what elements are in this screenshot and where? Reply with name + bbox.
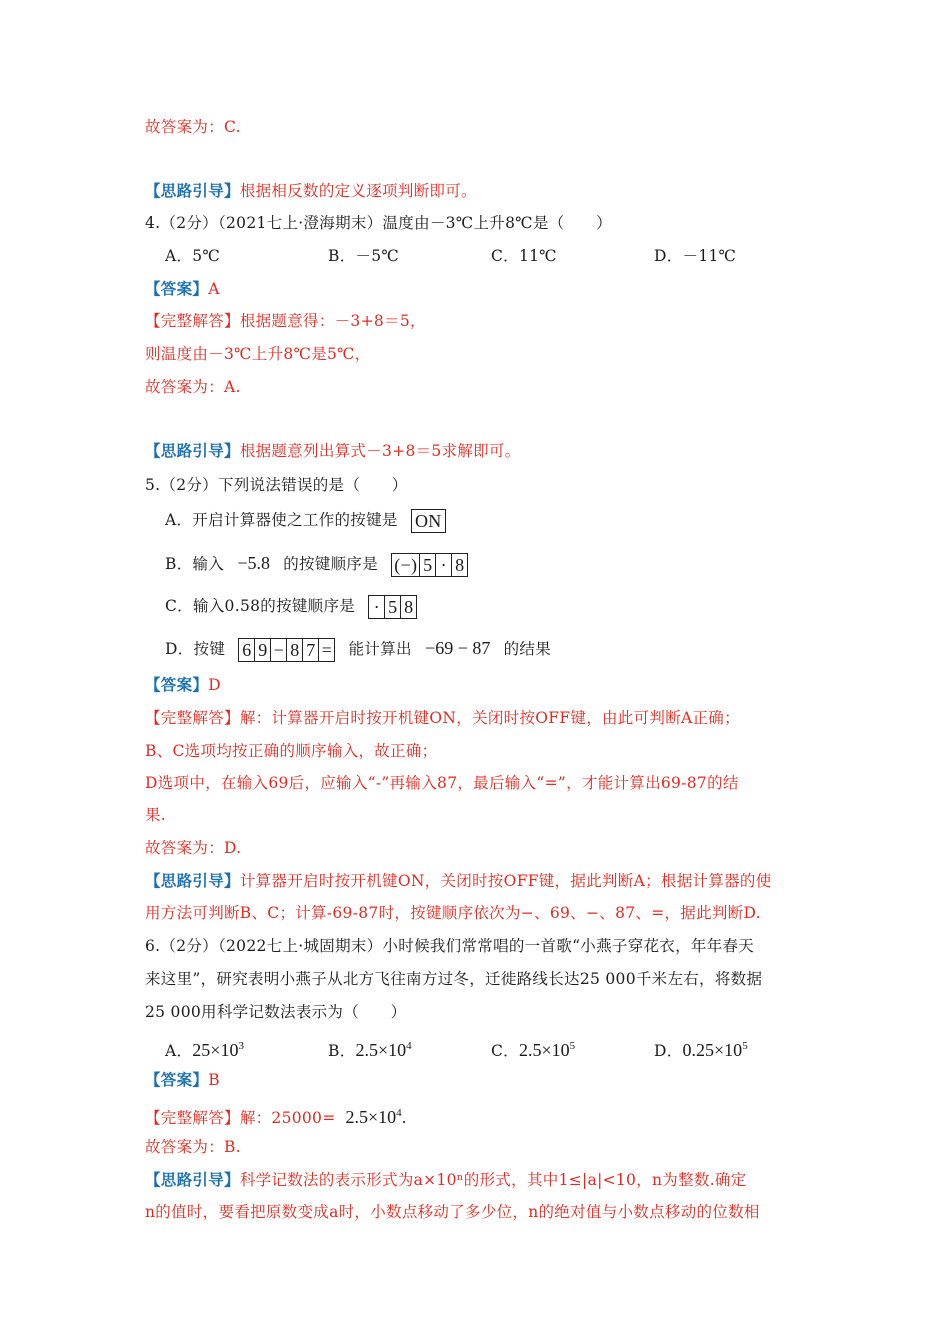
calculator-key: · (435, 553, 452, 577)
option-d (165, 637, 551, 662)
math-base: 2.5×10 (355, 1040, 407, 1060)
answer-tag: 【答案】 (145, 675, 209, 694)
solution-text: 根据题意得：－3+8＝5， (239, 312, 426, 330)
key-sequence (411, 509, 446, 533)
question-6-stem: 6.（2分）（2022七上·城固期末）小时候我们常常唱的一首歌“小燕子穿花衣，年年春天 (145, 937, 755, 955)
math-expression (683, 1040, 748, 1060)
answer-line (145, 1069, 220, 1091)
calculator-key: 6 (238, 638, 255, 662)
question-5-stem: 5.（2分）下列说法错误的是（ ） (145, 476, 408, 494)
hint-text: 计算器开启时按开机键ON，关闭时按OFF键，据此判断A；根据计算器的使 (239, 872, 772, 890)
hint-text: 根据题意列出算式－3+8＝5求解即可。 (239, 442, 521, 460)
math-exponent: 3 (238, 1040, 244, 1052)
option-c-text: C．输入0.58的按键顺序是 (165, 597, 356, 615)
option-d-text: 的结果 (503, 640, 551, 658)
question-6-stem: 来这里”，研究表明小燕子从北方飞往南方过冬，迁徙路线长达25 000千米左右，将数据 (145, 970, 763, 988)
solution-tag: 【完整解答】 (145, 1109, 240, 1127)
answer-line (145, 674, 221, 696)
hint-text: 科学记数法的表示形式为a×10ⁿ的形式，其中1≤|a|<10，n为整数.确定 (239, 1171, 747, 1189)
calculator-key: · (368, 595, 385, 619)
solution-tag: 【完整解答】 (145, 312, 240, 330)
solution-tag: 【完整解答】 (145, 709, 240, 727)
math-exponent: 4 (396, 1107, 402, 1119)
math-expression (519, 1040, 575, 1060)
calculator-key: 8 (451, 553, 468, 577)
math-exponent: 5 (569, 1040, 576, 1052)
calculator-key: 5 (419, 553, 436, 577)
hint-tag: 【思路引导】 (145, 441, 240, 460)
calculator-key: (−) (391, 553, 420, 577)
hint-paragraph (145, 1169, 747, 1191)
math-expression: −69 − 87 (425, 638, 491, 658)
answer-conclusion: 故答案为：C. (145, 118, 241, 136)
option-d (654, 1035, 748, 1062)
option-b-text: 的按键顺序是 (283, 555, 379, 573)
answer-value: A (208, 280, 220, 298)
option-b: B．－5℃ (328, 247, 400, 265)
solution-period: . (401, 1109, 407, 1127)
hint-paragraph (145, 180, 477, 202)
question-6-stem: 25 000用科学记数法表示为（ ） (145, 1003, 407, 1021)
answer-line (145, 278, 220, 300)
key-sequence (391, 553, 468, 577)
solution-text: 果. (145, 806, 167, 824)
solution-text: 则温度由－3℃上升8℃是5℃， (145, 345, 371, 363)
question-4-stem: 4.（2分）（2021七上·澄海期末）温度由－3℃上升8℃是（ ） (145, 214, 612, 232)
option-d: D．－11℃ (654, 247, 737, 265)
hint-paragraph (145, 440, 521, 462)
math-base: 2.5×10 (345, 1107, 397, 1127)
math-expression: −5.8 (237, 553, 270, 573)
option-c: C．11℃ (491, 247, 557, 265)
calculator-key: 7 (302, 638, 319, 662)
option-label: C． (491, 1042, 519, 1060)
key-sequence (368, 595, 417, 619)
hint-tag: 【思路引导】 (145, 181, 240, 200)
solution-line (145, 707, 740, 729)
key-sequence (238, 638, 335, 662)
math-exponent: 5 (742, 1040, 748, 1052)
calculator-key: 5 (384, 595, 401, 619)
solution-line (145, 310, 426, 332)
answer-tag: 【答案】 (145, 279, 209, 298)
hint-text: 用方法可判断B、C；计算-69-87时，按键顺序依次为−、69、−、87、=，据此判断D. (145, 904, 761, 922)
answer-conclusion: 故答案为：D. (145, 839, 242, 857)
hint-text: 根据相反数的定义逐项判断即可。 (239, 182, 477, 200)
option-c (165, 595, 425, 619)
math-base: 25×10 (192, 1040, 239, 1060)
answer-tag: 【答案】 (145, 1070, 209, 1089)
hint-text: n的值时，要看把原数变成a时，小数点移动了多少位，n的绝对值与小数点移动的位数相 (145, 1203, 760, 1221)
option-a-text: A．开启计算器使之工作的按键是 (165, 511, 398, 529)
hint-tag: 【思路引导】 (145, 871, 240, 890)
option-d-text: D．按键 (165, 640, 226, 658)
question-4-options (165, 245, 736, 267)
calculator-key: 8 (286, 638, 303, 662)
option-a: A．5℃ (165, 247, 221, 265)
option-b (165, 552, 476, 577)
math-expression (356, 1040, 412, 1060)
option-d-text: 能计算出 (348, 640, 412, 658)
hint-paragraph (145, 870, 772, 892)
calculator-key: − (270, 638, 287, 662)
option-label: B． (328, 1042, 356, 1060)
solution-text: B、C选项均按正确的顺序输入，故正确； (145, 742, 438, 760)
answer-value: B (208, 1071, 220, 1089)
solution-text: 解：计算器开启时按开机键ON，关闭时按OFF键，由此可判断A正确； (239, 709, 740, 727)
question-6-options (165, 1035, 748, 1062)
option-a (165, 1035, 328, 1062)
option-a (165, 509, 454, 533)
hint-tag: 【思路引导】 (145, 1170, 240, 1189)
math-exponent: 4 (406, 1040, 412, 1052)
answer-conclusion: 故答案为：B. (145, 1138, 241, 1156)
math-base: 2.5×10 (518, 1040, 570, 1060)
solution-line (145, 1102, 407, 1129)
option-b (328, 1035, 491, 1062)
math-expression (192, 1040, 244, 1060)
option-label: A． (165, 1042, 193, 1060)
option-label: D． (654, 1042, 683, 1060)
solution-text: 解：25000= (239, 1109, 336, 1127)
calculator-key: = (318, 638, 335, 662)
math-expression (346, 1107, 402, 1127)
answer-value: D (208, 676, 221, 694)
calculator-key: 9 (254, 638, 271, 662)
solution-text: D选项中，在输入69后，应输入“-”再输入87，最后输入“=”，才能计算出69-87的结 (145, 774, 739, 792)
math-base: 0.25×10 (682, 1040, 743, 1060)
answer-conclusion: 故答案为：A. (145, 378, 241, 396)
option-b-text: B．输入 (165, 555, 225, 573)
option-c (491, 1035, 654, 1062)
calculator-key-on: ON (411, 509, 446, 533)
calculator-key: 8 (400, 595, 417, 619)
